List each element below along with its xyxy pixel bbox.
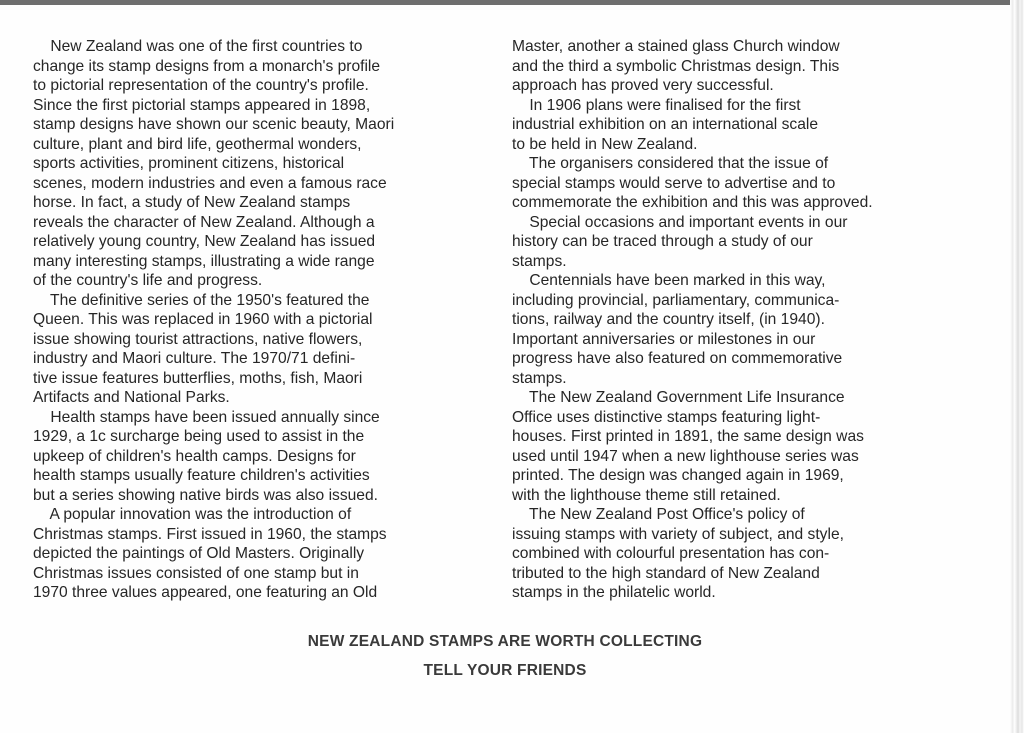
text-line: Important anniversaries or milestones in our [512, 330, 816, 348]
text-line: stamps in the philatelic world. [512, 584, 716, 601]
text-line: special stamps would serve to advertise and to [512, 174, 836, 192]
footer-slogan: NEW ZEALAND STAMPS ARE WORTH COLLECTING [307, 633, 703, 650]
footer-call-to-action: TELL YOUR FRIENDS [423, 662, 587, 679]
text-line: of the country's life and progress. [33, 272, 263, 289]
text-line: Artifacts and National Parks. [33, 389, 230, 406]
text-line: tributed to the high standard of New Zealand [512, 564, 820, 582]
text-line: Christmas issues consisted of one stamp but in [33, 564, 359, 582]
right-text-column [512, 37, 962, 603]
text-line: stamp designs have shown our scenic beauty, Maori [33, 116, 395, 133]
text-line: sports activities, prominent citizens, historical [33, 155, 345, 172]
text-line: houses. First printed in 1891, the same design was [512, 428, 864, 445]
left-text-column [33, 37, 469, 603]
text-line: Since the first pictorial stamps appeared in 1898, [33, 96, 371, 114]
text-line: depicted the paintings of Old Masters. Originally [33, 545, 365, 562]
text-line: industry and Maori culture. The 1970/71 defini- [33, 350, 356, 367]
text-line: with the lighthouse theme still retained. [512, 486, 781, 504]
text-line: tions, railway and the country itself, (in 1940). [512, 311, 825, 328]
text-line: progress have also featured on commemorative [512, 350, 843, 367]
text-line: horse. In fact, a study of New Zealand stamps [33, 194, 351, 211]
text-line: change its stamp designs from a monarch's profile [33, 57, 381, 75]
text-line: issue showing tourist attractions, native flowers, [33, 330, 363, 348]
text-line: Special occasions and important events in our [512, 213, 848, 231]
text-line: culture, plant and bird life, geothermal wonders, [33, 135, 362, 153]
page-edge [1010, 0, 1024, 733]
text-line: to be held in New Zealand. [512, 135, 698, 153]
text-line: including provincial, parliamentary, communica- [512, 291, 840, 309]
text-line: health stamps usually feature children's activities [33, 467, 370, 484]
text-line: relatively young country, New Zealand has issued [33, 233, 376, 250]
text-line: upkeep of children's health camps. Designs for [33, 447, 356, 465]
text-line: Health stamps have been issued annually since [33, 408, 380, 426]
text-line: In 1906 plans were finalised for the first [512, 96, 801, 114]
text-line: used until 1947 when a new lighthouse series was [512, 447, 859, 465]
text-line: issuing stamps with variety of subject, and style, [512, 525, 844, 543]
text-line: commemorate the exhibition and this was approved. [512, 194, 873, 211]
text-line: to pictorial representation of the country's profile. [33, 77, 369, 94]
text-line: but a series showing native birds was also issued. [33, 486, 378, 504]
text-line: 1970 three values appeared, one featuring an Old [33, 584, 378, 601]
text-line: 1929, a 1c surcharge being used to assist in the [33, 428, 365, 445]
text-line: industrial exhibition on an international scale [512, 116, 819, 133]
text-line: The New Zealand Government Life Insurance [512, 389, 845, 406]
text-line: approach has proved very successful. [512, 77, 774, 94]
text-line: A popular innovation was the introduction of [33, 506, 352, 523]
text-line: Centennials have been marked in this way, [512, 272, 826, 289]
text-line: The organisers considered that the issue of [512, 155, 829, 172]
text-line: Christmas stamps. First issued in 1960, the stamps [33, 525, 387, 543]
text-line: The New Zealand Post Office's policy of [512, 506, 805, 523]
text-line: tive issue features butterflies, moths, fish, Maori [33, 369, 363, 387]
text-line: scenes, modern industries and even a famous race [33, 174, 387, 192]
text-line: printed. The design was changed again in 1969, [512, 467, 844, 484]
text-line: Office uses distinctive stamps featuring light- [512, 408, 821, 426]
text-line: reveals the character of New Zealand. Although a [33, 213, 375, 231]
text-line: Queen. This was replaced in 1960 with a pictorial [33, 311, 373, 328]
text-line: history can be traced through a study of our [512, 233, 813, 250]
text-line: Master, another a stained glass Church window [512, 38, 840, 55]
text-line: many interesting stamps, illustrating a wide range [33, 252, 375, 270]
text-line: The definitive series of the 1950's featured the [33, 291, 370, 309]
text-line: combined with colourful presentation has con- [512, 545, 830, 562]
text-line: and the third a symbolic Christmas design. This [512, 57, 840, 75]
text-line: New Zealand was one of the first countries to [33, 38, 363, 55]
text-line: stamps. [512, 369, 567, 387]
text-line: stamps. [512, 252, 567, 270]
document-page [0, 5, 1010, 733]
